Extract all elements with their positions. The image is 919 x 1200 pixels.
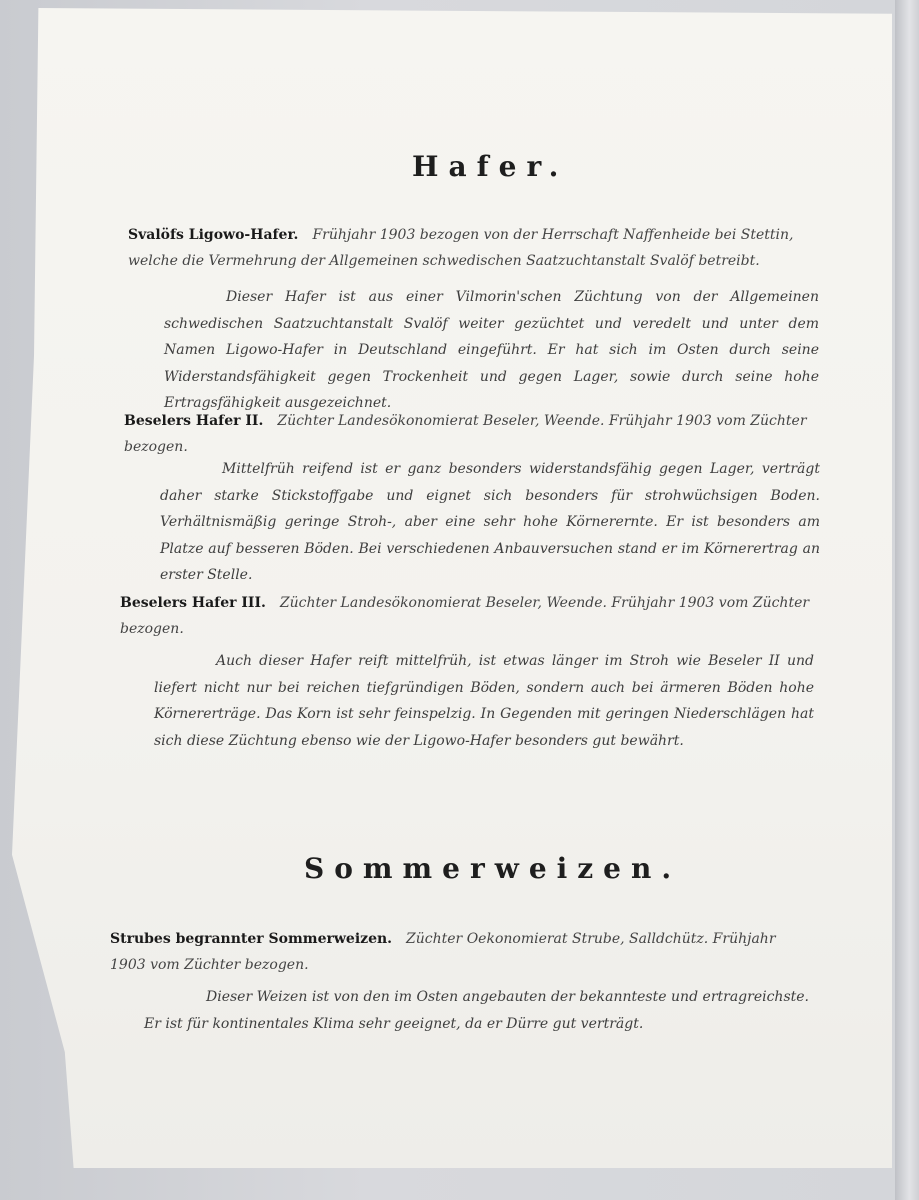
entry-strube-heading [110,926,810,978]
entry-beseler3-heading [120,590,820,642]
entry-ligowo-heading [128,222,828,274]
entry-ligowo-text: Dieser Hafer ist aus einer Vilmorin'schen Züchtung von der Allgemeinen schwedischen Saatzuchtanstalt Svalöf weiter gezüchtet und veredelt und unter dem Namen Ligowo-Hafer in Deutschland eingeführt. Er hat sich im Osten durch seine Widerstandsfähigkeit gegen Trockenheit und gegen Lager, sowie durch seine hohe Ertragsfähigkeit ausgezeichnet. [164,289,819,411]
entry-strube-name: Strubes begrannter Sommerweizen. [110,931,393,947]
entry-beseler2-text: Mittelfrüh reifend ist er ganz besonders widerstandsfähig gegen Lager, verträgt daher starke Stickstoffgabe und eignet sich besonders für strohwüchsigen Boden. Verhältnismäßig geringe Stroh-, aber eine sehr hohe Körnerernte. Er ist besonders am Platze auf besseren Böden. Bei verschiedenen Anbauversuchen stand er im Körnerertrag an erster Stelle. [160,461,820,583]
entry-ligowo-info: Frühjahr 1903 bezogen von der Herrschaft Naffenheide bei Stettin, welche die Vermehrung der Allgemeinen schwedischen Saatzuchtanstalt Svalöf betreibt. [128,227,794,269]
section-title-hafer: Hafer. [412,150,569,183]
section-title-sommerweizen: Sommerweizen. [304,852,682,885]
entry-beseler2-name: Beselers Hafer II. [124,413,264,429]
entry-strube-text: Dieser Weizen ist von den im Osten angebauten der bekannteste und ertragreichste. Er ist für kontinentales Klima sehr geeignet, da er Dürre gut verträgt. [144,989,809,1032]
entry-strube-info: Züchter Oekonomierat Strube, Salldchütz. Frühjahr 1903 vom Züchter bezogen. [110,931,776,973]
entry-beseler3-text: Auch dieser Hafer reift mittelfrüh, ist etwas länger im Stroh wie Beseler II und liefert nicht nur bei reichen tiefgründigen Böden, sondern auch bei ärmeren Böden hohe Körnererträge. Das Korn ist sehr feinspelzig. In Gegenden mit geringen Niederschlägen hat sich diese Züchtung ebenso wie der Ligowo-Hafer besonders gut bewährt. [154,653,814,749]
paper-stack-edge [895,0,919,1200]
entry-ligowo-name: Svalöfs Ligowo-Hafer. [128,227,299,243]
entry-beseler3-info: Züchter Landesökonomierat Beseler, Weende. Frühjahr 1903 vom Züchter bezogen. [120,595,810,637]
entry-beseler2-heading [124,408,824,460]
entry-beseler2-info: Züchter Landesökonomierat Beseler, Weende. Frühjahr 1903 vom Züchter bezogen. [124,413,807,455]
entry-beseler3-name: Beselers Hafer III. [120,595,266,611]
